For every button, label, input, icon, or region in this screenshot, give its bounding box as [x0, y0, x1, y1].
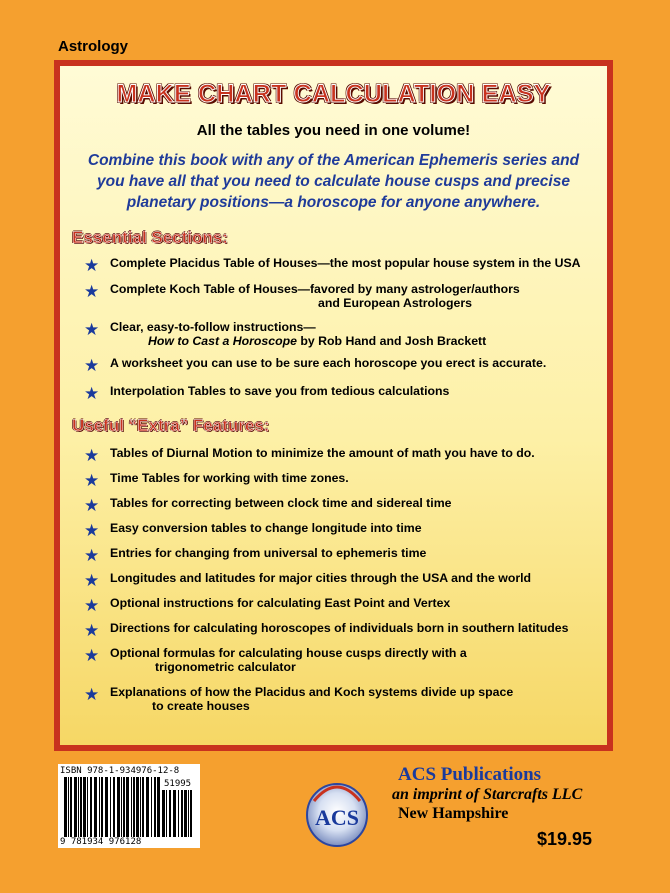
- item-line-1: Easy conversion tables to change longitude into time: [110, 521, 422, 535]
- star-icon: ★: [84, 685, 100, 704]
- price: $19.95: [537, 829, 593, 849]
- item-line-1: Complete Koch Table of Houses—favored by many astrologer/authors: [110, 282, 520, 296]
- category-label: Astrology: [58, 38, 129, 55]
- item-line-1: Optional formulas for calculating house cusps directly with a: [110, 646, 467, 660]
- extra-features-title: Useful “Extra” Features:: [72, 416, 270, 435]
- star-icon: ★: [84, 256, 100, 275]
- star-icon: ★: [84, 496, 100, 515]
- barcode-bar: [142, 777, 144, 837]
- item-line-2: to create houses: [152, 699, 250, 713]
- barcode-bar: [169, 790, 171, 837]
- item-line-1: Entries for changing from universal to ephemeris time: [110, 546, 427, 560]
- star-icon: ★: [84, 356, 100, 375]
- barcode-bar: [178, 790, 179, 837]
- barcode-bar: [184, 790, 187, 837]
- price-code: 51995: [164, 779, 192, 789]
- item-line-1: A worksheet you can use to be sure each horoscope you erect is accurate.: [110, 356, 547, 370]
- barcode-bar: [117, 777, 120, 837]
- acs-logo: [300, 775, 374, 849]
- star-icon: ★: [84, 596, 100, 615]
- star-icon: ★: [84, 621, 100, 640]
- subheadline: All the tables you need in one volume!: [196, 122, 471, 139]
- item-line-2: trigonometric calculator: [155, 660, 296, 674]
- star-icon: ★: [84, 282, 100, 301]
- barcode-bar: [99, 777, 100, 837]
- barcode-bar: [136, 777, 139, 837]
- star-icon: ★: [84, 521, 100, 540]
- star-icon: ★: [84, 320, 100, 339]
- intro-line-2: you have all that you need to calculate house cusps and precise: [97, 173, 570, 190]
- barcode-bar: [70, 777, 72, 837]
- barcode-bar: [154, 777, 156, 837]
- barcode-bar: [133, 777, 135, 837]
- barcode-bar: [80, 777, 82, 837]
- item-line-1: Interpolation Tables to save you from tedious calculations: [110, 384, 450, 398]
- barcode-bar: [146, 777, 149, 837]
- item-line-1: Tables for correcting between clock time and sidereal time: [110, 496, 452, 510]
- barcode-bars: [64, 777, 160, 837]
- item-line-1: Clear, easy-to-follow instructions—: [110, 320, 316, 334]
- book-title: How to Cast a Horoscope: [148, 334, 297, 348]
- barcode-bar: [101, 777, 103, 837]
- intro-line-1: Combine this book with any of the American Ephemeris series and: [87, 152, 580, 169]
- barcode-bar: [113, 777, 115, 837]
- publisher-name: ACS Publications: [398, 764, 542, 785]
- barcode-bar: [105, 777, 108, 837]
- barcode-bar: [151, 777, 152, 837]
- star-icon: ★: [84, 571, 100, 590]
- item-line-1: Longitudes and latitudes for major cities through the USA and the world: [110, 571, 532, 585]
- barcode-bar: [131, 777, 132, 837]
- barcode-bar: [181, 790, 183, 837]
- item-line-1: Time Tables for working with time zones.: [110, 471, 349, 485]
- barcode-bar: [126, 777, 129, 837]
- item-line-1: Complete Placidus Table of Houses—the most popular house system in the USA: [110, 256, 581, 270]
- barcode-bar: [68, 777, 69, 837]
- headline: MAKE CHART CALCULATION EASY: [116, 80, 551, 108]
- star-icon: ★: [84, 646, 100, 665]
- barcode-bar: [166, 790, 167, 837]
- barcode-bar: [110, 777, 111, 837]
- item-line-1: Tables of Diurnal Motion to minimize the amount of math you have to do.: [110, 446, 535, 460]
- publisher-imprint: an imprint of Starcrafts LLC: [392, 786, 583, 803]
- item-line-1: Directions for calculating horoscopes of individuals born in southern latitudes: [110, 621, 569, 635]
- item-line-2: How to Cast a Horoscope by Rob Hand and Josh Brackett: [148, 334, 487, 348]
- isbn-label: ISBN 978-1-934976-12-8: [60, 766, 180, 776]
- publisher-location: New Hampshire: [398, 805, 509, 822]
- barcode-bar: [162, 790, 165, 837]
- isbn-barcode: [58, 764, 200, 848]
- item-line-1: Explanations of how the Placidus and Koch systems divide up space: [110, 685, 514, 699]
- essential-sections-title: Essential Sections:: [72, 228, 228, 247]
- logo-text: ACS: [314, 805, 360, 830]
- barcode-bar: [157, 777, 160, 837]
- barcode-bar: [83, 777, 86, 837]
- barcode-bar: [140, 777, 141, 837]
- barcode-bar: [121, 777, 122, 837]
- addon-barcode-bars: [162, 790, 196, 837]
- item-line-1: Optional instructions for calculating East Point and Vertex: [110, 596, 451, 610]
- barcode-number: 9 781934 976128: [60, 837, 142, 847]
- barcode-bar: [78, 777, 79, 837]
- star-icon: ★: [84, 446, 100, 465]
- barcode-bar: [94, 777, 97, 837]
- star-icon: ★: [84, 546, 100, 565]
- star-icon: ★: [84, 384, 100, 403]
- intro-line-3: planetary positions—a horoscope for anyone anywhere.: [126, 194, 541, 211]
- content-panel: [54, 60, 613, 751]
- item-line-2: and European Astrologers: [318, 296, 472, 310]
- star-icon: ★: [84, 471, 100, 490]
- barcode-bar: [90, 777, 92, 837]
- barcode-bar: [87, 777, 88, 837]
- barcode-bar: [173, 790, 176, 837]
- barcode-bar: [74, 777, 77, 837]
- barcode-bar: [188, 790, 189, 837]
- barcode-bar: [190, 790, 192, 837]
- barcode-bar: [64, 777, 67, 837]
- intro-paragraph: [68, 150, 599, 213]
- barcode-bar: [123, 777, 125, 837]
